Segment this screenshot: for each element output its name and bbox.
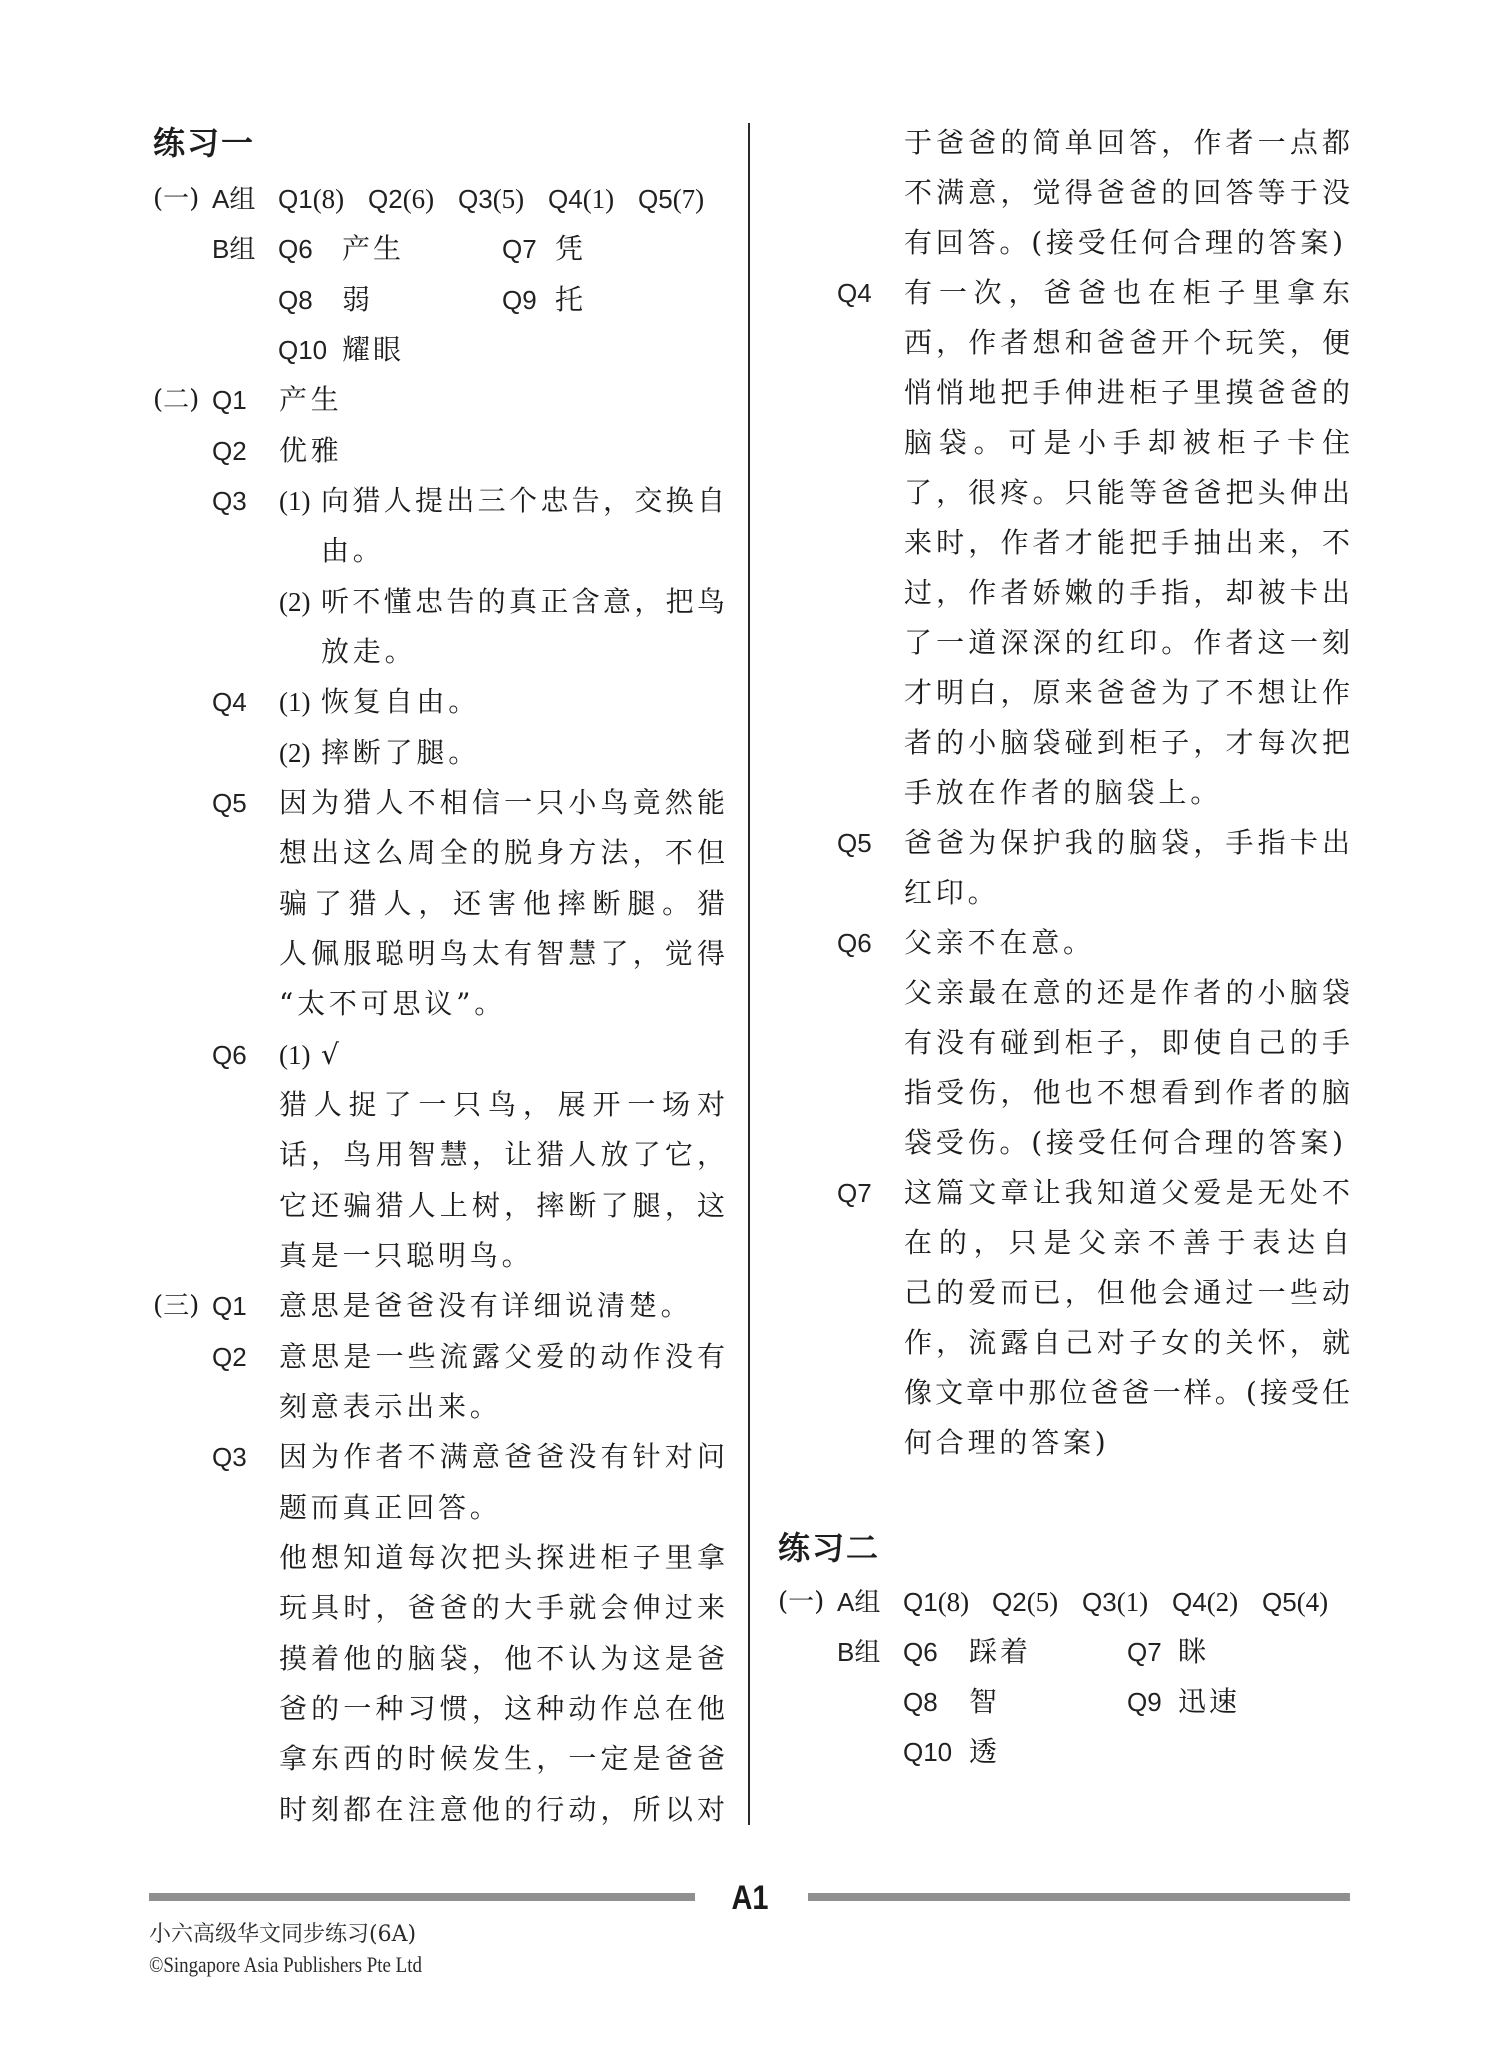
copyright-notice: ©Singapore Asia Publishers Pte Ltd: [149, 1952, 422, 1977]
answer-text: 玩具时，爸爸的大手就会伸过来: [279, 1591, 725, 1625]
question-number: Q6: [903, 1637, 938, 1667]
answer-row: [778, 668, 1358, 718]
question-number: Q8: [903, 1687, 938, 1717]
question-number: Q5: [1262, 1587, 1297, 1617]
section-label: (二): [153, 385, 200, 416]
answer-text: 才明白，原来爸爸为了不想让作: [904, 676, 1350, 709]
answer-choice: (5): [1026, 1587, 1059, 1617]
question-label: Q2: [212, 1341, 247, 1372]
answer-text: 这篇文章让我知道父爱是无处不: [904, 1176, 1350, 1209]
answer-row: [153, 1382, 733, 1432]
answer-text: 因为作者不满意爸爸没有针对问: [279, 1440, 725, 1474]
answer-row: [153, 526, 733, 576]
answer-row: [778, 268, 1358, 318]
answer-text: 父亲最在意的还是作者的小脑袋: [904, 976, 1350, 1009]
answer-text: 优雅: [279, 433, 343, 467]
ex1-part1-group-b-row: [153, 275, 733, 325]
answer-text: 产生: [279, 383, 343, 417]
answer-row: [153, 979, 733, 1029]
question-number: Q3: [458, 184, 493, 214]
section-label: (一): [153, 184, 200, 214]
question-number: Q4: [548, 184, 583, 214]
answer-text: 摔断了腿。: [321, 735, 481, 769]
answer-row: [778, 1368, 1358, 1418]
exercise-2-title: 练习二: [778, 1529, 881, 1567]
answer-text: 意思是爸爸没有详细说清楚。: [279, 1289, 693, 1323]
answer-row: [153, 879, 733, 929]
answer-text: 在的，只是父亲不善于表达自: [904, 1226, 1350, 1259]
answer-choice: (2): [1206, 1587, 1239, 1617]
answer-text: 过，作者娇嫩的手指，却被卡出: [904, 576, 1350, 609]
question-label: Q5: [212, 787, 247, 818]
answer-row: [778, 818, 1358, 868]
answer-row: [778, 168, 1358, 218]
answer-row: [778, 718, 1358, 768]
answer-row: [153, 677, 733, 727]
answer-text: 话，鸟用智慧，让猎人放了它，: [279, 1138, 725, 1172]
answer-text: 恢复自由。: [321, 685, 481, 719]
answer-text: 猎人捉了一只鸟，展开一场对: [279, 1087, 725, 1121]
answer-text: 红印。: [904, 876, 1000, 909]
answer-text: 骗了猎人，还害他摔断腿。猎: [279, 886, 725, 920]
answer-choice: (6): [402, 184, 435, 214]
answer-text: 来时，作者才能把手抽出来，不: [904, 526, 1350, 559]
sub-item-number: (1): [279, 687, 311, 718]
group-label: A组: [837, 1587, 881, 1617]
answer-row: [153, 1785, 733, 1835]
answer-text: 有没有碰到柜子，即使自己的手: [904, 1026, 1350, 1059]
answer-text: 袋受伤。(接受任何合理的答案): [904, 1126, 1347, 1159]
question-number: Q5: [638, 184, 673, 214]
answer-row: [778, 1218, 1358, 1268]
group-answer-text: 踩着: [969, 1635, 1032, 1668]
group-answer-text: 智: [969, 1685, 1001, 1718]
answer-row: [153, 1231, 733, 1281]
question-label: Q4: [837, 278, 872, 308]
answer-text: 者的小脑袋碰到柜子，才每次把: [904, 726, 1350, 759]
answer-row: [778, 218, 1358, 268]
question-number: Q6: [278, 234, 313, 265]
answer-row: [153, 476, 733, 526]
group-answer: [903, 1727, 952, 1786]
group-label: B组: [837, 1637, 881, 1667]
answer-row: [153, 1030, 733, 1080]
ex2-part1-group-b-row: [778, 1627, 1358, 1677]
answer-row: [153, 1130, 733, 1180]
exercise-1-title: 练习一: [153, 124, 256, 162]
answer-row: [153, 1734, 733, 1784]
answer-row: [153, 1181, 733, 1231]
group-answer-text: 迅速: [1178, 1685, 1241, 1718]
answer-text: 悄悄地把手伸进柜子里摸爸爸的: [904, 376, 1350, 409]
answer-text: 何合理的答案): [904, 1426, 1110, 1459]
answer-row: [153, 778, 733, 828]
answer-row: [153, 1080, 733, 1130]
answer-choice: (8): [937, 1587, 970, 1617]
answer-row: [153, 375, 733, 425]
question-number: Q1: [278, 184, 313, 214]
question-number: Q1: [903, 1587, 938, 1617]
answer-row: [153, 728, 733, 778]
ex2-part1-group-a-row: [778, 1577, 1358, 1627]
answer-text: 因为猎人不相信一只小鸟竟然能: [279, 785, 725, 819]
question-label: Q2: [212, 435, 247, 466]
group-answer-text: 弱: [342, 282, 374, 316]
answer-text: 真是一只聪明鸟。: [279, 1238, 534, 1272]
question-label: Q5: [837, 828, 872, 858]
answer-row: [778, 1168, 1358, 1218]
answer-row: [778, 368, 1358, 418]
question-number: Q7: [1127, 1637, 1162, 1667]
answer-text: 有一次，爸爸也在柜子里拿东: [904, 276, 1350, 309]
answer-row: [153, 1483, 733, 1533]
question-label: Q3: [212, 485, 247, 516]
answer-row: [778, 1268, 1358, 1318]
answer-row: [778, 568, 1358, 618]
answer-text: 摸着他的脑袋，他不认为这是爸: [279, 1641, 725, 1675]
answer-row: [778, 518, 1358, 568]
question-label: Q1: [212, 1291, 247, 1322]
sub-item-number: (1): [279, 485, 311, 516]
sub-item-number: (2): [279, 586, 311, 617]
answer-row: [778, 1418, 1358, 1468]
group-answer-text: 凭: [555, 232, 587, 266]
group-label: A组: [212, 184, 256, 214]
answer-text: 不满意，觉得爸爸的回答等于没: [904, 176, 1350, 209]
answer-text: 放走。: [321, 634, 417, 668]
answer-row: [153, 1634, 733, 1684]
answer-choice: (4): [1296, 1587, 1329, 1617]
question-number: Q10: [278, 334, 328, 365]
question-number: Q10: [903, 1737, 953, 1767]
answer-text: 他想知道每次把头探进柜子里拿: [279, 1540, 725, 1574]
check-mark-icon: √: [321, 1037, 343, 1071]
answer-text: 作，流露自己对子女的关怀，就: [904, 1326, 1350, 1359]
section-label: (一): [778, 1587, 825, 1617]
answer-row: [153, 577, 733, 627]
answer-text: 它还骗猎人上树，摔断了腿，这: [279, 1188, 725, 1222]
answer-row: [153, 1684, 733, 1734]
answer-text: 像文章中那位爸爸一样。(接受任: [904, 1376, 1350, 1409]
answer-text: 时刻都在注意他的行动，所以对: [279, 1792, 725, 1826]
sub-item-number: (1): [279, 1039, 311, 1070]
answer-choice: (7): [672, 184, 705, 214]
answer-text: 拿东西的时候发生，一定是爸爸: [279, 1742, 725, 1776]
footer-rule-left: [149, 1893, 695, 1901]
answer-row: [778, 1118, 1358, 1168]
answer-text: 意思是一些流露父爱的动作没有: [279, 1339, 725, 1373]
answer-row: [153, 1281, 733, 1331]
answer-text: 人佩服聪明鸟太有智慧了，觉得: [279, 936, 725, 970]
answer-text: 题而真正回答。: [279, 1490, 502, 1524]
answer-text: “太不可思议”。: [279, 987, 507, 1021]
answer-row: [153, 627, 733, 677]
answer-row: [153, 426, 733, 476]
ex1-part1-group-b-row: [153, 224, 733, 274]
answer-text: 了，很疼。只能等爸爸把头伸出: [904, 476, 1350, 509]
answer-text: 有回答。(接受任何合理的答案): [904, 226, 1347, 259]
answer-row: [778, 868, 1358, 918]
answer-row: [778, 1318, 1358, 1368]
question-label: Q7: [837, 1178, 872, 1208]
answer-row: [778, 968, 1358, 1018]
question-number: Q7: [502, 234, 537, 265]
answer-text: 父亲不在意。: [904, 926, 1095, 959]
ex2-part1-group-b-row: [778, 1677, 1358, 1727]
answer-row: [778, 618, 1358, 668]
column-divider: [748, 123, 750, 1825]
answer-text: 西，作者想和爸爸开个玩笑，便: [904, 326, 1350, 359]
answer-text: 己的爱而已，但他会通过一些动: [904, 1276, 1350, 1309]
answer-row: [778, 768, 1358, 818]
answer-text: 爸爸为保护我的脑袋，手指卡出: [904, 826, 1350, 859]
answer-text: 指受伤，他也不想看到作者的脑: [904, 1076, 1350, 1109]
ex1-part1-group-a-row: [153, 174, 733, 224]
question-number: Q2: [992, 1587, 1027, 1617]
question-label: Q3: [212, 1442, 247, 1473]
answer-choice: (1): [1116, 1587, 1149, 1617]
answer-text: 向猎人提出三个忠告，交换自: [321, 483, 725, 517]
answer-text: 想出这么周全的脱身方法，不但: [279, 836, 725, 870]
left-column: [153, 118, 733, 1835]
answer-choice: (8): [312, 184, 345, 214]
answer-text: 听不懂忠告的真正含意，把鸟: [321, 584, 725, 618]
answer-row: [153, 828, 733, 878]
footer-rule-right: [808, 1893, 1350, 1901]
question-number: Q9: [1127, 1687, 1162, 1717]
question-label: Q6: [212, 1039, 247, 1070]
ex2-part1-group-b-row: [778, 1727, 1358, 1777]
question-label: Q4: [212, 687, 247, 718]
answer-row: [778, 1068, 1358, 1118]
answer-text: 于爸爸的简单回答，作者一点都: [904, 126, 1350, 159]
answer-row: [778, 418, 1358, 468]
answer-row: [153, 1332, 733, 1382]
answer-text: 手放在作者的脑袋上。: [904, 776, 1223, 809]
group-label: B组: [212, 234, 256, 265]
answer-row: [153, 1583, 733, 1633]
group-answer-text: 眯: [1178, 1635, 1210, 1668]
question-number: Q8: [278, 284, 313, 315]
answer-row: [153, 929, 733, 979]
answer-row: [778, 918, 1358, 968]
answer-text: 刻意表示出来。: [279, 1389, 502, 1423]
answer-text: 爸的一种习惯，这种动作总在他: [279, 1691, 725, 1725]
question-label: Q6: [837, 928, 872, 958]
question-number: Q9: [502, 284, 537, 315]
section-label: (三): [153, 1291, 200, 1322]
answer-row: [153, 1432, 733, 1482]
answer-row: [153, 1533, 733, 1583]
answer-text: 由。: [321, 534, 385, 568]
answer-row: [778, 118, 1358, 168]
ex1-part1-group-b-row: [153, 325, 733, 375]
answer-text: 脑袋。可是小手却被柜子卡住: [904, 426, 1350, 459]
answer-row: [778, 318, 1358, 368]
answer-choice: (5): [492, 184, 525, 214]
group-answer-text: 产生: [342, 232, 405, 266]
question-number: Q3: [1082, 1587, 1117, 1617]
group-answer-text: 托: [555, 282, 587, 316]
right-column: [778, 118, 1358, 1777]
answer-text: 了一道深深的红印。作者这一刻: [904, 626, 1350, 659]
question-label: Q1: [212, 385, 247, 416]
question-number: Q2: [368, 184, 403, 214]
sub-item-number: (2): [279, 737, 311, 768]
page-number: A1: [731, 1879, 769, 1917]
answer-choice: (1): [582, 184, 615, 214]
group-answer-text: 耀眼: [342, 332, 405, 366]
answer-row: [778, 468, 1358, 518]
question-number: Q4: [1172, 1587, 1207, 1617]
group-answer-text: 透: [969, 1735, 1001, 1768]
book-title: 小六高级华文同步练习(6A): [149, 1922, 417, 1947]
answer-row: [778, 1018, 1358, 1068]
